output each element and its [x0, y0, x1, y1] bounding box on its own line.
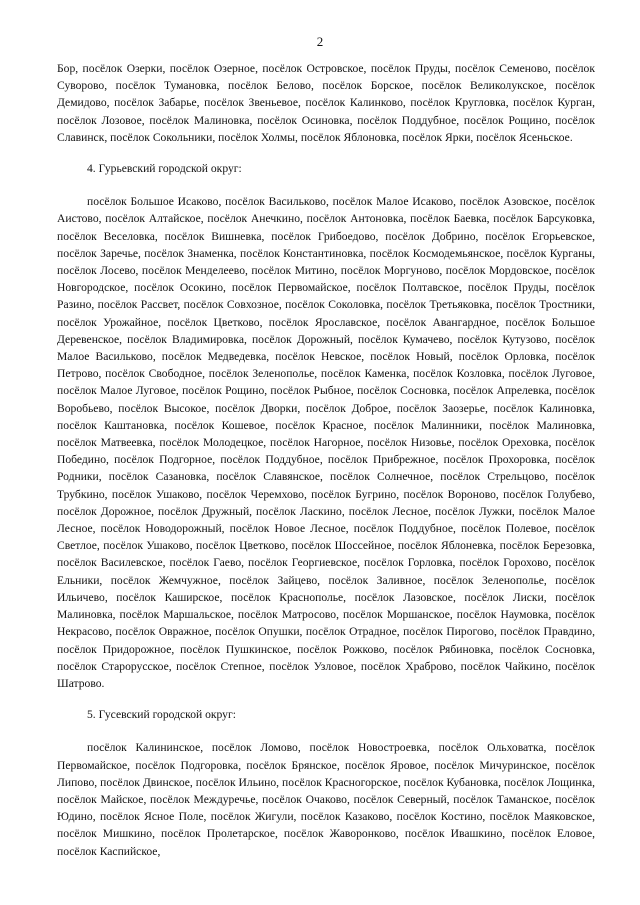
page-number: 2: [316, 34, 324, 49]
document-body: [57, 60, 595, 860]
section-heading-guryevsky: 4. Гурьевский городской округ:: [87, 162, 242, 176]
settlement-list-paragraph: Бор, посёлок Озерки, посёлок Озерное, посёлок Островское, посёлок Пруды, посёлок Семеново, посёлок Суворово, посёлок Тумановка, посёлок Белово, посёлок Борское, посёлок Великолукское, посёлок Демидово, посёлок Забарье, посёлок Звеньевое, посёлок Калинково, посёлок Кругловка, посёлок Курган, посёлок Лозовое, посёлок Малиновка, посёлок Осиновка, посёлок Поддубное, посёлок Рощино, посёлок Славинск, посёлок Сокольники, посёлок Холмы, посёлок Яблоновка, посёлок Ярки, посёлок Ясеньское.: [57, 62, 595, 144]
section-heading-gusevsky: 5. Гусевский городской округ:: [87, 708, 236, 722]
settlement-list-gusevsky: посёлок Калининское, посёлок Ломово, посёлок Новостроевка, посёлок Ольховатка, посёлок Первомайское, посёлок Подгоровка, посёлок Брянское, посёлок Яровое, посёлок Мичуринское, посёлок Липово, посёлок Двинское, посёлок Ильино, посёлок Красногорское, посёлок Кубановка, посёлок Лощинка, посёлок Майское, посёлок Междуречье, посёлок Очаково, посёлок Северный, посёлок Таманское, посёлок Юдино, посёлок Ясное Поле, посёлок Жигули, посёлок Казаково, посёлок Костино, посёлок Маяковское, посёлок Мишкино, посёлок Пролетарское, посёлок Жаворонково, посёлок Ивашкино, посёлок Еловое, посёлок Каспийское,: [57, 741, 595, 858]
settlement-list-guryevsky: посёлок Большое Исаково, посёлок Васильково, посёлок Малое Исаково, посёлок Азовское, посёлок Аистово, посёлок Алтайское, посёлок Анечкино, посёлок Антоновка, посёлок Баевка, посёлок Барсуковка, посёлок Веселовка, посёлок Вишневка, посёлок Грибоедово, посёлок Добрино, посёлок Егорьевское, посёлок Заречье, посёлок Знаменка, посёлок Константиновка, посёлок Космодемьянское, посёлок Курганы, посёлок Лосево, посёлок Менделеево, посёлок Митино, посёлок Моргуново, посёлок Мордовское, посёлок Новгородское, посёлок Осокино, посёлок Первомайское, посёлок Полтавское, посёлок Пруды, посёлок Разино, посёлок Рассвет, посёлок Совхозное, посёлок Соколовка, посёлок Третьяковка, посёлок Тростники, посёлок Урожайное, посёлок Цветково, посёлок Ярославское, посёлок Авангардное, посёлок Большое Деревенское, посёлок Владимировка, посёлок Дорожный, посёлок Кумачево, посёлок Кутузово, посёлок Малое Васильково, посёлок Медведевка, посёлок Невское, посёлок Новый, посёлок Орловка, посёлок Петрово, посёлок Свободное, посёлок Зеленополье, посёлок Каменка, посёлок Козловка, посёлок Луговое, посёлок Малое Луговое, посёлок Рощино, посёлок Рыбное, посёлок Сосновка, посёлок Апрелевка, посёлок Воробьево, посёлок Высокое, посёлок Дворки, посёлок Доброе, посёлок Заозерье, посёлок Калиновка, посёлок Каштановка, посёлок Кошевое, посёлок Красное, посёлок Малинники, посёлок Малиновка, посёлок Матвеевка, посёлок Молодецкое, посёлок Нагорное, посёлок Низовье, посёлок Ореховка, посёлок Победино, посёлок Подгорное, посёлок Поддубное, посёлок Прибрежное, посёлок Прохоровка, посёлок Родники, посёлок Сазановка, посёлок Славянское, посёлок Солнечное, посёлок Стрельцово, посёлок Трубкино, посёлок Ушаково, посёлок Черемхово, посёлок Бугрино, посёлок Вороново, посёлок Голубево, посёлок Дорожное, посёлок Дружный, посёлок Ласкино, посёлок Лесное, посёлок Лужки, посёлок Малое Лесное, посёлок Новодорожный, посёлок Новое Лесное, посёлок Поддубное, посёлок Полевое, посёлок Светлое, посёлок Ушаково, посёлок Цветково, посёлок Шоссейное, посёлок Яблоневка, посёлок Березовка, посёлок Василевское, посёлок Гаево, посёлок Георгиевское, посёлок Горловка, посёлок Горохово, посёлок Ельники, посёлок Жемчужное, посёлок Зайцево, посёлок Заливное, посёлок Зеленополье, посёлок Ильичево, посёлок Каширское, посёлок Краснополье, посёлок Лазовское, посёлок Лиски, посёлок Малиновка, посёлок Маршальское, посёлок Матросово, посёлок Моршанское, посёлок Наумовка, посёлок Некрасово, посёлок Овражное, посёлок Опушки, посёлок Отрадное, посёлок Пирогово, посёлок Правдино, посёлок Придорожное, посёлок Пушкинское, посёлок Рожково, посёлок Рябиновка, посёлок Сосновка, посёлок Старорусское, посёлок Степное, посёлок Узловое, посёлок Храброво, посёлок Чайкино, посёлок Шатрово.: [57, 195, 595, 690]
